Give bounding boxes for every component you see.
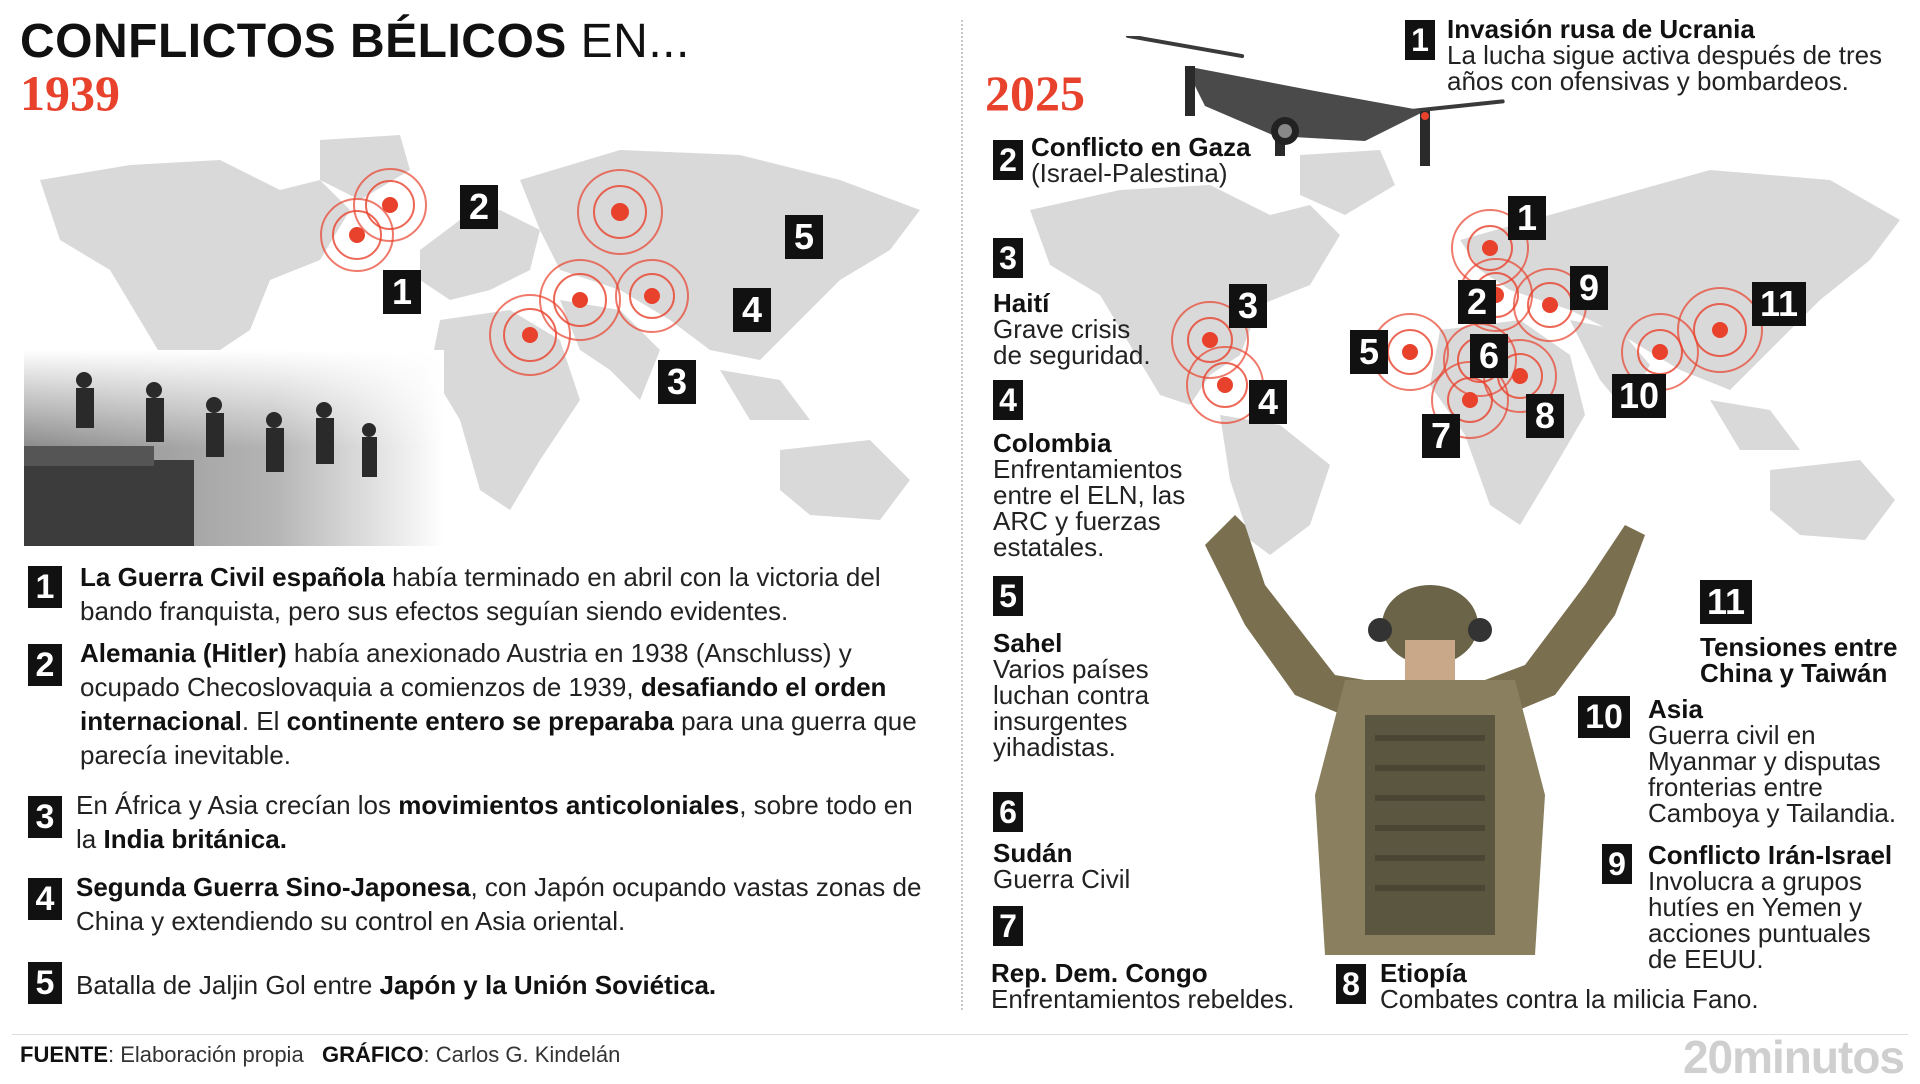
map-badge-2025-9: 9 [1570,266,1608,310]
list-item-1939-5: Batalla de Jaljin Gol entre Japón y la Unión Soviética. [76,970,717,1000]
legend-badge-2025-8: 8 [1336,964,1366,1004]
title-light: EN... [580,15,690,68]
map-badge-2025-3: 3 [1229,284,1267,328]
list-item-1939-3: En África y Asia crecían los movimientos anticoloniales, sobre todo en la India británica. [76,790,913,854]
list-badge-1939-4: 4 [28,878,62,920]
list-item-1939-2: Alemania (Hitler) había anexionado Austria en 1938 (Anschluss) y ocupado Checoslovaquia a comienzos de 1939, desafiando el orden internacional. El continente entero se preparaba para una guerra que parecía inevitable. [80,638,917,770]
legend-item-2025-10: Asia Guerra civil en Myanmar y disputas fronterias entre Camboya y Tailandia. [1648,694,1897,828]
legend-item-2025-6: Sudán Guerra Civil [993,838,1131,894]
list-item-1939-1: La Guerra Civil española había terminado en abril con la victoria del bando franquista, pero sus efectos seguían siendo evidentes. [80,562,881,626]
map-badge-2025-6: 6 [1470,334,1508,378]
map-badge-1939-4: 4 [733,288,771,332]
legend-item-2025-11: Tensiones entre China y Taiwán [1700,632,1898,688]
map-badge-2025-11: 11 [1752,282,1806,326]
legend-badge-2025-1: 1 [1405,20,1435,60]
year-2025-label: 2025 [985,65,1085,121]
legend-item-2025-1: Invasión rusa de Ucrania La lucha sigue activa después de tres años con ofensivas y bombardeos. [1447,14,1883,96]
map-badge-1939-2: 2 [460,185,498,229]
legend-badge-2025-5: 5 [993,576,1023,616]
legend-badge-2025-10: 10 [1578,696,1630,738]
legend-item-2025-7: Rep. Dem. Congo Enfrentamientos rebeldes. [991,958,1295,1014]
list-item-1939-4: Segunda Guerra Sino-Japonesa, con Japón ocupando vastas zonas de China y extendiendo su control en Asia oriental. [76,872,922,936]
map-badge-2025-2: 2 [1458,280,1496,324]
map-badge-1939-5: 5 [785,215,823,259]
list-badge-1939-5: 5 [28,962,62,1004]
legend-badge-2025-3: 3 [993,238,1023,278]
legend-item-2025-3: Haití Grave crisis de seguridad. [993,288,1151,370]
list-badge-1939-2: 2 [28,644,62,686]
legend-badge-2025-9: 9 [1602,844,1632,884]
legend-item-2025-5: Sahel Varios países luchan contra insurgentes yihadistas. [993,628,1150,762]
footer-credits: FUENTE: Elaboración propia GRÁFICO: Carlos G. Kindelán [20,1042,621,1067]
section-divider [961,20,963,1010]
map-badge-2025-8: 8 [1526,394,1564,438]
legend-badge-2025-4: 4 [993,380,1023,420]
legend-item-2025-2: Conflicto en Gaza (Israel-Palestina) [1031,132,1251,188]
map-badge-1939-1: 1 [383,270,421,314]
legend-badge-2025-11: 11 [1700,580,1752,624]
list-badge-1939-3: 3 [28,796,62,838]
legend-badge-2025-7: 7 [993,906,1023,946]
soldiers-1939-photo [24,350,444,546]
list-badge-1939-1: 1 [28,566,62,608]
legend-item-2025-9: Conflicto Irán-Israel Involucra a grupos hutíes en Yemen y acciones puntuales de EEUU. [1648,840,1893,974]
legend-item-2025-8: Etiopía Combates contra la milicia Fano. [1380,958,1759,1014]
map-badge-2025-10: 10 [1612,374,1666,418]
footer-divider [12,1034,1908,1035]
map-badge-1939-3: 3 [658,360,696,404]
map-badge-2025-4: 4 [1249,380,1287,424]
map-badge-2025-7: 7 [1422,414,1460,458]
legend-badge-2025-2: 2 [993,140,1023,180]
map-badge-2025-1: 1 [1508,196,1546,240]
brand-logo: 20minutos [1682,1031,1904,1083]
legend-badge-2025-6: 6 [993,792,1023,832]
page-title [20,14,690,69]
title-bold: CONFLICTOS BÉLICOS [20,15,567,68]
legend-item-2025-4: Colombia Enfrentamientos entre el ELN, las ARC y fuerzas estatales. [993,428,1186,562]
map-badge-2025-5: 5 [1350,330,1388,374]
year-1939-label: 1939 [20,65,120,121]
